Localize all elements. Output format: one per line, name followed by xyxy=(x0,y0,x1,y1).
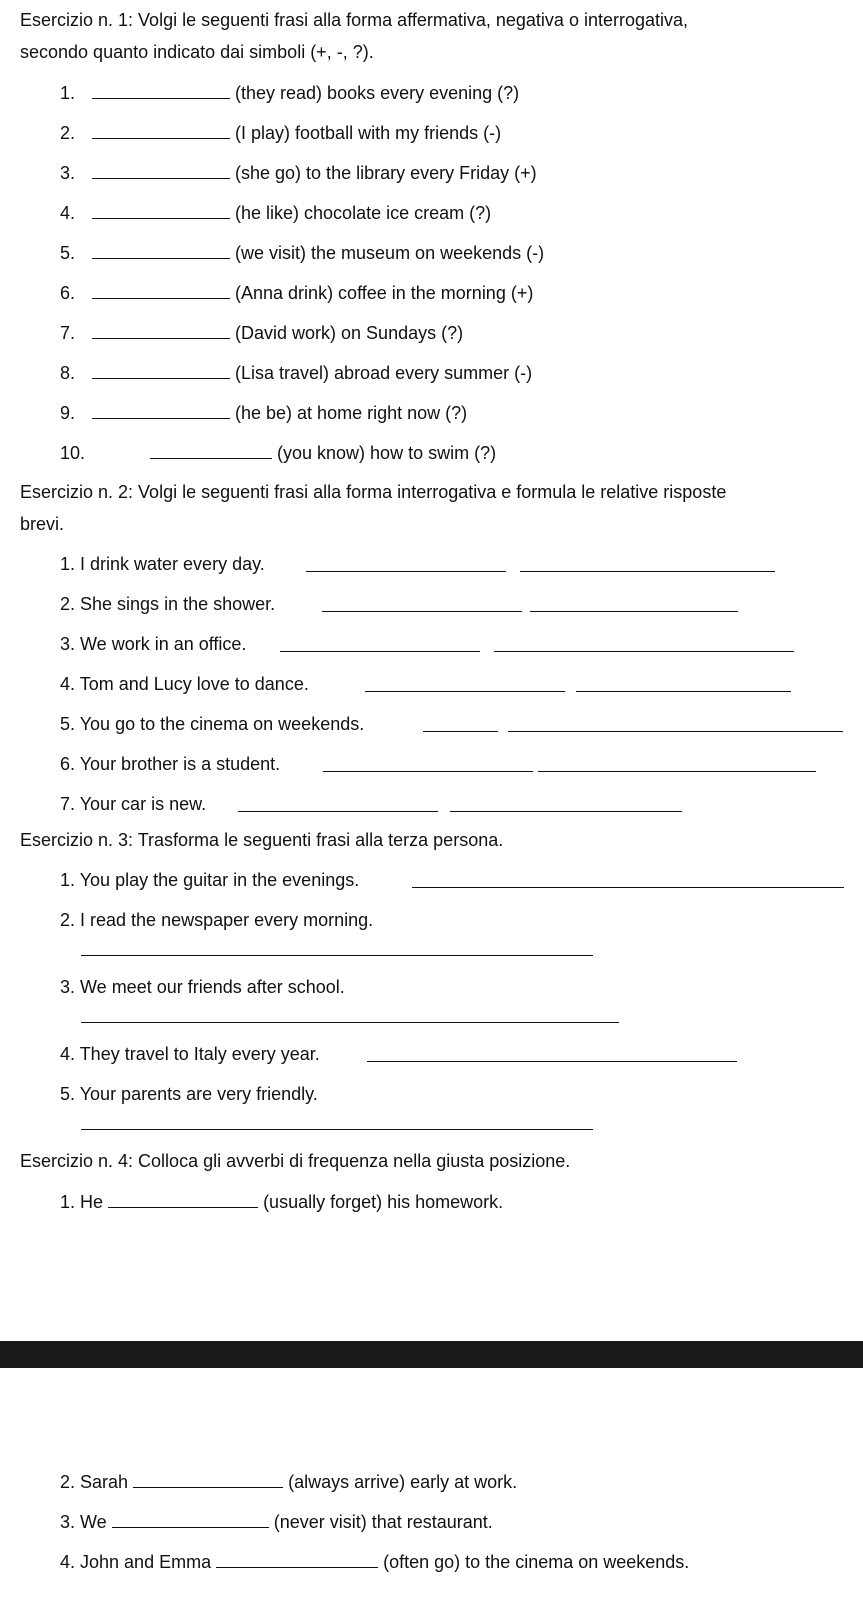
answer-blank[interactable] xyxy=(112,1510,269,1528)
ex1-item: 1. (they read) books every evening (?) xyxy=(60,83,520,103)
ex4-item: 1. He (usually forget) his homework. xyxy=(60,1192,504,1212)
answer-blank[interactable] xyxy=(92,361,230,379)
answer-line[interactable] xyxy=(423,731,498,732)
answer-line[interactable] xyxy=(367,1061,737,1062)
ex2-item: 2. She sings in the shower. xyxy=(60,594,276,614)
photo-fold-band xyxy=(0,1341,863,1368)
answer-line[interactable] xyxy=(412,887,844,888)
ex3-item: 1. You play the guitar in the evenings. xyxy=(60,870,360,890)
answer-blank[interactable] xyxy=(92,121,230,139)
ex2-item: 3. We work in an office. xyxy=(60,634,247,654)
answer-line[interactable] xyxy=(450,811,682,812)
answer-blank[interactable] xyxy=(216,1550,378,1568)
ex2-item: 4. Tom and Lucy love to dance. xyxy=(60,674,309,694)
ex1-item: 8. (Lisa travel) abroad every summer (-) xyxy=(60,363,533,383)
ex3-item: 5. Your parents are very friendly. xyxy=(60,1084,318,1104)
answer-line[interactable] xyxy=(520,571,775,572)
answer-blank[interactable] xyxy=(92,401,230,419)
ex3-item: 3. We meet our friends after school. xyxy=(60,977,345,997)
answer-line[interactable] xyxy=(280,651,480,652)
ex1-item: 2. (I play) football with my friends (-) xyxy=(60,123,502,143)
ex2-item: 5. You go to the cinema on weekends. xyxy=(60,714,365,734)
ex4-item: 3. We (never visit) that restaurant. xyxy=(60,1512,493,1532)
exercise-2-title-cont: brevi. xyxy=(20,514,65,534)
exercise-1-title-cont: secondo quanto indicato dai simboli (+, -, ?). xyxy=(20,42,374,62)
ex1-item: 5. (we visit) the museum on weekends (-) xyxy=(60,243,545,263)
answer-line[interactable] xyxy=(530,611,738,612)
ex3-item: 2. I read the newspaper every morning. xyxy=(60,910,374,930)
answer-line[interactable] xyxy=(538,771,816,772)
exercise-1-title: Esercizio n. 1: Volgi le seguenti frasi alla forma affermativa, negativa o interrogativa, xyxy=(20,10,689,30)
ex3-item: 4. They travel to Italy every year. xyxy=(60,1044,320,1064)
answer-blank[interactable] xyxy=(92,241,230,259)
answer-line[interactable] xyxy=(576,691,791,692)
ex1-item: 10. (you know) how to swim (?) xyxy=(60,443,497,463)
exercise-4-title: Esercizio n. 4: Colloca gli avverbi di frequenza nella giusta posizione. xyxy=(20,1151,571,1171)
answer-line[interactable] xyxy=(81,1022,619,1023)
answer-line[interactable] xyxy=(238,811,438,812)
answer-line[interactable] xyxy=(81,1129,593,1130)
ex4-item: 4. John and Emma (often go) to the cinema on weekends. xyxy=(60,1552,690,1572)
answer-line[interactable] xyxy=(494,651,794,652)
answer-blank[interactable] xyxy=(92,161,230,179)
answer-blank[interactable] xyxy=(150,441,272,459)
answer-line[interactable] xyxy=(323,771,533,772)
answer-blank[interactable] xyxy=(133,1470,283,1488)
answer-blank[interactable] xyxy=(92,321,230,339)
exercise-2-title: Esercizio n. 2: Volgi le seguenti frasi alla forma interrogativa e formula le relative risposte xyxy=(20,482,727,502)
answer-line[interactable] xyxy=(306,571,506,572)
ex1-item: 6. (Anna drink) coffee in the morning (+) xyxy=(60,283,534,303)
ex1-item: 3. (she go) to the library every Friday (+) xyxy=(60,163,537,183)
ex2-item: 6. Your brother is a student. xyxy=(60,754,281,774)
ex4-item: 2. Sarah (always arrive) early at work. xyxy=(60,1472,518,1492)
exercise-3-title: Esercizio n. 3: Trasforma le seguenti frasi alla terza persona. xyxy=(20,830,504,850)
answer-line[interactable] xyxy=(508,731,843,732)
ex1-item: 7. (David work) on Sundays (?) xyxy=(60,323,464,343)
ex2-item: 1. I drink water every day. xyxy=(60,554,265,574)
ex2-item: 7. Your car is new. xyxy=(60,794,207,814)
answer-line[interactable] xyxy=(322,611,522,612)
answer-line[interactable] xyxy=(365,691,565,692)
answer-line[interactable] xyxy=(81,955,593,956)
answer-blank[interactable] xyxy=(92,201,230,219)
ex1-item: 4. (he like) chocolate ice cream (?) xyxy=(60,203,492,223)
answer-blank[interactable] xyxy=(92,81,230,99)
answer-blank[interactable] xyxy=(92,281,230,299)
answer-blank[interactable] xyxy=(108,1190,258,1208)
ex1-item: 9. (he be) at home right now (?) xyxy=(60,403,468,423)
